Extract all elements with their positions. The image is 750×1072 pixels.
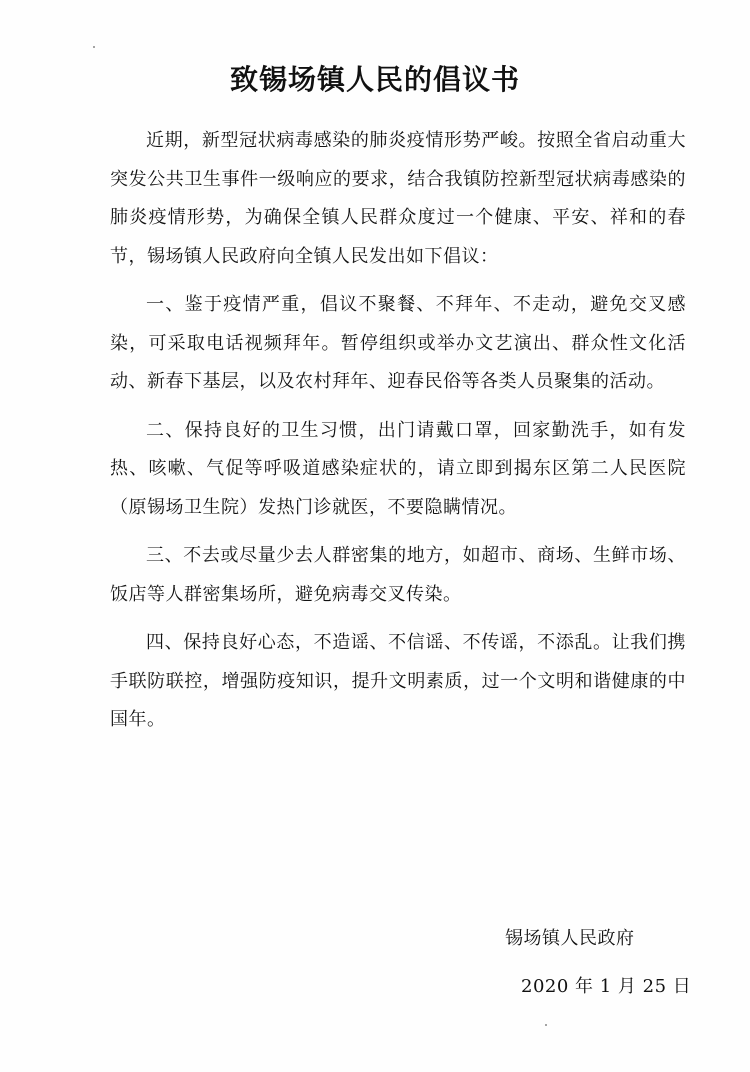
paper-speck bbox=[93, 46, 95, 48]
paper-speck bbox=[545, 1024, 547, 1026]
document-title: 致锡场镇人民的倡议书 bbox=[229, 63, 520, 96]
paragraph-intro: 近期，新型冠状病毒感染的肺炎疫情形势严峻。按照全省启动重大突发公共卫生事件一级响应的要求，结合我镇防控新型冠状病毒感染的肺炎疫情形势，为确保全镇人民群众度过一个健康、平安、祥和的春节，锡场镇人民政府向全镇人民发出如下倡议： bbox=[110, 130, 686, 267]
paragraph-item-4: 四、保持良好心态，不造谣、不信谣、不传谣，不添乱。让我们携手联防联控，增强防疫知识，提升文明素质，过一个文明和谐健康的中国年。 bbox=[110, 632, 686, 730]
document-body bbox=[110, 122, 686, 740]
paragraph-item-3: 三、不去或尽量少去人群密集的地方，如超市、商场、生鲜市场、饭店等人群密集场所，避免病毒交叉传染。 bbox=[110, 545, 686, 605]
paragraph-item-2: 二、保持良好的卫生习惯，出门请戴口罩，回家勤洗手，如有发热、咳嗽、气促等呼吸道感染症状的，请立即到揭东区第二人民医院（原锡场卫生院）发热门诊就医，不要隐瞒情况。 bbox=[110, 419, 686, 518]
signature: 锡场镇人民政府 bbox=[505, 928, 635, 949]
document-date: 2020 年 1 月 25 日 bbox=[521, 976, 692, 997]
paragraph-item-1: 一、鉴于疫情严重，倡议不聚餐、不拜年、不走动，避免交叉感染，可采取电话视频拜年。暂停组织或举办文艺演出、群众性文化活动、新春下基层，以及农村拜年、迎春民俗等各类人员聚集的活动。 bbox=[110, 294, 686, 392]
